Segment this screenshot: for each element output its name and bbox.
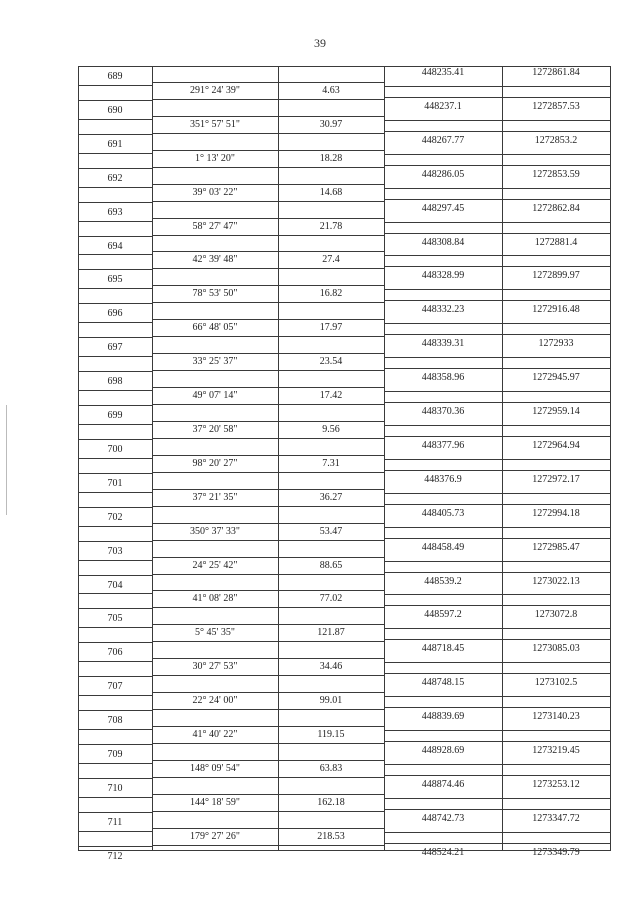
row-line-right <box>384 504 611 505</box>
bearing-angle: 22° 24' 00" <box>192 695 238 707</box>
point-number: 694 <box>107 240 123 252</box>
bearing-angle: 49° 07' 14" <box>192 390 238 402</box>
segment-line-right <box>384 764 611 765</box>
segment-length: 16.82 <box>319 288 343 300</box>
segment-line-bottom <box>152 709 384 710</box>
segment-line-top <box>152 726 384 727</box>
row-line-left <box>78 303 152 304</box>
segment-line-bottom <box>152 675 384 676</box>
row-line-right <box>384 639 611 640</box>
y-coordinate: 1272964.94 <box>532 439 580 451</box>
segment-length: 77.02 <box>319 593 343 605</box>
scan-artifact <box>6 405 7 515</box>
bearing-angle: 291° 24' 39" <box>190 84 240 96</box>
table-border-bottom <box>78 850 611 851</box>
segment-line-top <box>152 692 384 693</box>
row-line-left <box>78 134 152 135</box>
segment-line-bottom <box>152 641 384 642</box>
row-line-left <box>78 846 152 847</box>
segment-length: 119.15 <box>317 729 345 741</box>
bearing-angle: 66° 48' 05" <box>192 322 238 334</box>
x-coordinate: 448358.96 <box>421 372 465 384</box>
segment-line-left <box>78 187 152 188</box>
segment-line-bottom <box>152 743 384 744</box>
x-coordinate: 448839.69 <box>421 711 465 723</box>
segment-line-left <box>78 458 152 459</box>
segment-line-bottom <box>152 201 384 202</box>
point-number: 697 <box>107 342 123 354</box>
row-line-left <box>78 202 152 203</box>
point-number: 699 <box>107 410 123 421</box>
point-number: 690 <box>107 104 123 116</box>
coordinates-table <box>78 66 611 862</box>
row-line-right <box>384 707 611 708</box>
row-line-right <box>384 402 611 403</box>
segment-line-bottom <box>152 133 384 134</box>
x-coordinate: 448718.45 <box>421 643 465 655</box>
x-coordinate: 448539.2 <box>424 575 462 587</box>
y-coordinate: 1272985.47 <box>532 541 580 553</box>
row-line-left <box>78 608 152 609</box>
segment-line-right <box>384 391 611 392</box>
row-line-right <box>384 436 611 437</box>
segment-line-top <box>152 523 384 524</box>
x-coordinate: 448370.36 <box>421 406 465 417</box>
bearing-angle: 41° 40' 22" <box>192 729 238 741</box>
row-line-left <box>78 812 152 813</box>
bearing-angle: 1° 13' 20" <box>195 152 235 164</box>
bearing-angle: 41° 08' 28" <box>192 593 238 605</box>
y-coordinate: 1272881.4 <box>534 236 578 248</box>
segment-line-right <box>384 357 611 358</box>
bearing-angle: 37° 20' 58" <box>192 423 238 435</box>
row-line-right <box>384 843 611 844</box>
segment-line-top <box>152 658 384 659</box>
y-coordinate: 1273022.13 <box>532 575 580 587</box>
x-coordinate: 448328.99 <box>421 270 465 282</box>
segment-line-right <box>384 561 611 562</box>
segment-line-left <box>78 492 152 493</box>
row-line-right <box>384 97 611 98</box>
row-line-left <box>78 168 152 169</box>
point-number: 695 <box>107 274 123 286</box>
segment-line-top <box>152 624 384 625</box>
segment-line-right <box>384 493 611 494</box>
segment-line-top <box>152 150 384 151</box>
segment-length: 17.97 <box>319 322 343 334</box>
y-coordinate: 1272916.48 <box>532 304 580 316</box>
segment-line-top <box>152 218 384 219</box>
segment-length: 17.42 <box>319 390 343 402</box>
segment-length: 34.46 <box>319 661 343 673</box>
segment-line-left <box>78 797 152 798</box>
segment-line-left <box>78 288 152 289</box>
row-line-right <box>384 809 611 810</box>
segment-line-bottom <box>152 777 384 778</box>
segment-line-right <box>384 459 611 460</box>
x-coordinate: 448297.45 <box>421 202 465 214</box>
segment-line-left <box>78 627 152 628</box>
segment-line-left <box>78 729 152 730</box>
row-line-left <box>78 371 152 372</box>
segment-line-right <box>384 832 611 833</box>
segment-length: 21.78 <box>319 220 343 232</box>
point-number: 712 <box>107 850 123 862</box>
bearing-angle: 30° 27' 53" <box>192 661 238 673</box>
segment-line-right <box>384 222 611 223</box>
y-coordinate: 1273253.12 <box>532 778 580 790</box>
row-line-right <box>384 741 611 742</box>
y-coordinate: 1272861.84 <box>532 67 580 78</box>
row-line-right <box>384 266 611 267</box>
y-coordinate: 1272945.97 <box>532 372 580 384</box>
y-coordinate: 1273072.8 <box>534 609 578 621</box>
segment-line-bottom <box>152 268 384 269</box>
bearing-angle: 42° 39' 48" <box>192 254 238 266</box>
row-line-right <box>384 470 611 471</box>
segment-line-right <box>384 188 611 189</box>
segment-line-top <box>152 421 384 422</box>
row-line-left <box>78 405 152 406</box>
page-number: 39 <box>314 36 326 50</box>
point-number: 703 <box>107 545 123 557</box>
point-number: 692 <box>107 172 123 184</box>
point-number: 709 <box>107 749 123 760</box>
segment-line-top <box>152 455 384 456</box>
x-coordinate: 448332.23 <box>421 304 465 316</box>
bearing-angle: 78° 53' 50" <box>192 288 238 300</box>
segment-line-right <box>384 289 611 290</box>
segment-line-right <box>384 594 611 595</box>
segment-line-top <box>152 251 384 252</box>
point-number: 693 <box>107 206 123 218</box>
segment-line-bottom <box>152 167 384 168</box>
bearing-angle: 144° 18' 59" <box>190 796 240 808</box>
row-line-right <box>384 300 611 301</box>
segment-line-bottom <box>152 438 384 439</box>
y-coordinate: 1273219.45 <box>532 745 580 756</box>
segment-line-right <box>384 662 611 663</box>
segment-line-left <box>78 356 152 357</box>
row-line-left <box>78 676 152 677</box>
row-line-left <box>78 575 152 576</box>
y-coordinate: 1272972.17 <box>532 473 580 485</box>
segment-line-bottom <box>152 574 384 575</box>
point-number: 700 <box>107 443 123 455</box>
x-coordinate: 448286.05 <box>421 168 465 180</box>
segment-line-top <box>152 285 384 286</box>
point-number: 710 <box>107 782 123 794</box>
segment-line-left <box>78 322 152 323</box>
segment-line-right <box>384 696 611 697</box>
point-number: 701 <box>107 477 123 489</box>
row-line-left <box>78 507 152 508</box>
x-coordinate: 448308.84 <box>421 236 465 248</box>
row-line-left <box>78 710 152 711</box>
segment-line-right <box>384 86 611 87</box>
row-line-left <box>78 778 152 779</box>
x-coordinate: 448524.21 <box>421 846 465 858</box>
bearing-angle: 24° 25' 42" <box>192 559 238 571</box>
segment-line-left <box>78 763 152 764</box>
segment-length: 162.18 <box>317 796 345 808</box>
segment-line-bottom <box>152 506 384 507</box>
segment-line-bottom <box>152 336 384 337</box>
x-coordinate: 448237.1 <box>424 100 462 112</box>
segment-line-left <box>78 593 152 594</box>
bearing-angle: 179° 27' 26" <box>190 830 240 842</box>
x-coordinate: 448928.69 <box>421 745 465 756</box>
segment-line-right <box>384 730 611 731</box>
segment-line-top <box>152 387 384 388</box>
segment-length: 63.83 <box>319 762 343 774</box>
point-number: 707 <box>107 681 123 693</box>
x-coordinate: 448405.73 <box>421 507 465 519</box>
segment-line-bottom <box>152 607 384 608</box>
segment-line-top <box>152 116 384 117</box>
bearing-angle: 350° 37' 33" <box>190 525 240 537</box>
point-number: 689 <box>107 71 123 82</box>
y-coordinate: 1272959.14 <box>532 406 580 417</box>
y-coordinate: 1272933 <box>538 338 574 350</box>
y-coordinate: 1273349.79 <box>532 846 580 858</box>
row-line-left <box>78 642 152 643</box>
bearing-angle: 58° 27' 47" <box>192 220 238 232</box>
segment-line-left <box>78 153 152 154</box>
row-line-left <box>78 744 152 745</box>
row-line-right <box>384 673 611 674</box>
segment-line-left <box>78 661 152 662</box>
segment-line-top <box>152 319 384 320</box>
segment-length: 7.31 <box>322 457 340 469</box>
segment-line-left <box>78 831 152 832</box>
segment-length: 53.47 <box>319 525 343 537</box>
y-coordinate: 1272862.84 <box>532 202 580 214</box>
y-coordinate: 1272853.2 <box>534 134 578 146</box>
x-coordinate: 448376.9 <box>424 473 462 485</box>
segment-line-right <box>384 628 611 629</box>
y-coordinate: 1273102.5 <box>534 677 578 689</box>
segment-line-right <box>384 425 611 426</box>
segment-line-bottom <box>152 99 384 100</box>
segment-length: 88.65 <box>319 559 343 571</box>
row-line-right <box>384 199 611 200</box>
segment-line-bottom <box>152 370 384 371</box>
point-number: 698 <box>107 376 123 388</box>
bearing-angle: 351° 57' 51" <box>190 118 240 130</box>
segment-line-right <box>384 798 611 799</box>
segment-line-right <box>384 323 611 324</box>
point-number: 691 <box>107 138 123 150</box>
segment-line-bottom <box>152 472 384 473</box>
segment-line-bottom <box>152 235 384 236</box>
point-number: 705 <box>107 613 123 625</box>
row-line-left <box>78 541 152 542</box>
point-number: 708 <box>107 715 123 727</box>
segment-length: 99.01 <box>319 695 343 707</box>
segment-line-top <box>152 760 384 761</box>
point-number: 711 <box>107 816 123 828</box>
x-coordinate: 448742.73 <box>421 812 465 824</box>
row-line-left <box>78 236 152 237</box>
y-coordinate: 1272899.97 <box>532 270 580 282</box>
x-coordinate: 448235.41 <box>421 67 465 78</box>
segment-line-left <box>78 695 152 696</box>
row-line-right <box>384 131 611 132</box>
x-coordinate: 448458.49 <box>421 541 465 553</box>
x-coordinate: 448377.96 <box>421 439 465 451</box>
bearing-angle: 33° 25' 37" <box>192 356 238 368</box>
x-coordinate: 448339.31 <box>421 338 465 350</box>
y-coordinate: 1272994.18 <box>532 507 580 519</box>
segment-length: 4.63 <box>322 84 340 96</box>
row-line-right <box>384 233 611 234</box>
segment-line-bottom <box>152 845 384 846</box>
segment-length: 18.28 <box>319 152 343 164</box>
segment-length: 23.54 <box>319 356 343 368</box>
segment-length: 9.56 <box>322 423 340 435</box>
point-number: 702 <box>107 511 123 523</box>
row-line-left <box>78 337 152 338</box>
bearing-angle: 98° 20' 27" <box>192 457 238 469</box>
row-line-left <box>78 473 152 474</box>
segment-line-bottom <box>152 811 384 812</box>
y-coordinate: 1273347.72 <box>532 812 580 824</box>
bearing-angle: 39° 03' 22" <box>192 186 238 198</box>
x-coordinate: 448267.77 <box>421 134 465 146</box>
segment-length: 36.27 <box>319 491 343 503</box>
segment-line-left <box>78 85 152 86</box>
segment-line-right <box>384 527 611 528</box>
point-number: 706 <box>107 647 123 659</box>
segment-line-bottom <box>152 302 384 303</box>
segment-line-left <box>78 560 152 561</box>
segment-line-left <box>78 424 152 425</box>
segment-line-top <box>152 82 384 83</box>
y-coordinate: 1272857.53 <box>532 100 580 112</box>
row-line-left <box>78 269 152 270</box>
row-line-right <box>384 368 611 369</box>
x-coordinate: 448597.2 <box>424 609 462 621</box>
segment-line-bottom <box>152 404 384 405</box>
y-coordinate: 1273140.23 <box>532 711 580 723</box>
segment-line-top <box>152 353 384 354</box>
segment-line-right <box>384 154 611 155</box>
bearing-angle: 37° 21' 35" <box>192 491 238 503</box>
point-number: 704 <box>107 579 123 591</box>
segment-line-left <box>78 254 152 255</box>
segment-line-bottom <box>152 540 384 541</box>
segment-length: 218.53 <box>317 830 345 842</box>
segment-length: 121.87 <box>317 627 345 639</box>
row-line-right <box>384 775 611 776</box>
bearing-angle: 148° 09' 54" <box>190 762 240 774</box>
segment-line-top <box>152 828 384 829</box>
row-line-left <box>78 439 152 440</box>
segment-line-left <box>78 221 152 222</box>
y-coordinate: 1272853.59 <box>532 168 580 180</box>
bearing-angle: 5° 45' 35" <box>195 627 235 639</box>
point-number: 696 <box>107 308 123 320</box>
segment-line-left <box>78 526 152 527</box>
segment-length: 27.4 <box>322 254 340 266</box>
segment-length: 14.68 <box>319 186 343 198</box>
segment-line-top <box>152 184 384 185</box>
segment-length: 30.97 <box>319 118 343 130</box>
segment-line-right <box>384 120 611 121</box>
row-line-left <box>78 100 152 101</box>
segment-line-left <box>78 119 152 120</box>
segment-line-left <box>78 390 152 391</box>
row-line-right <box>384 334 611 335</box>
x-coordinate: 448874.46 <box>421 778 465 790</box>
segment-line-top <box>152 557 384 558</box>
row-line-right <box>384 572 611 573</box>
row-line-right <box>384 605 611 606</box>
row-line-right <box>384 165 611 166</box>
segment-line-top <box>152 794 384 795</box>
row-line-right <box>384 538 611 539</box>
segment-line-right <box>384 255 611 256</box>
y-coordinate: 1273085.03 <box>532 643 580 655</box>
segment-line-top <box>152 590 384 591</box>
x-coordinate: 448748.15 <box>421 677 465 689</box>
segment-line-top <box>152 489 384 490</box>
